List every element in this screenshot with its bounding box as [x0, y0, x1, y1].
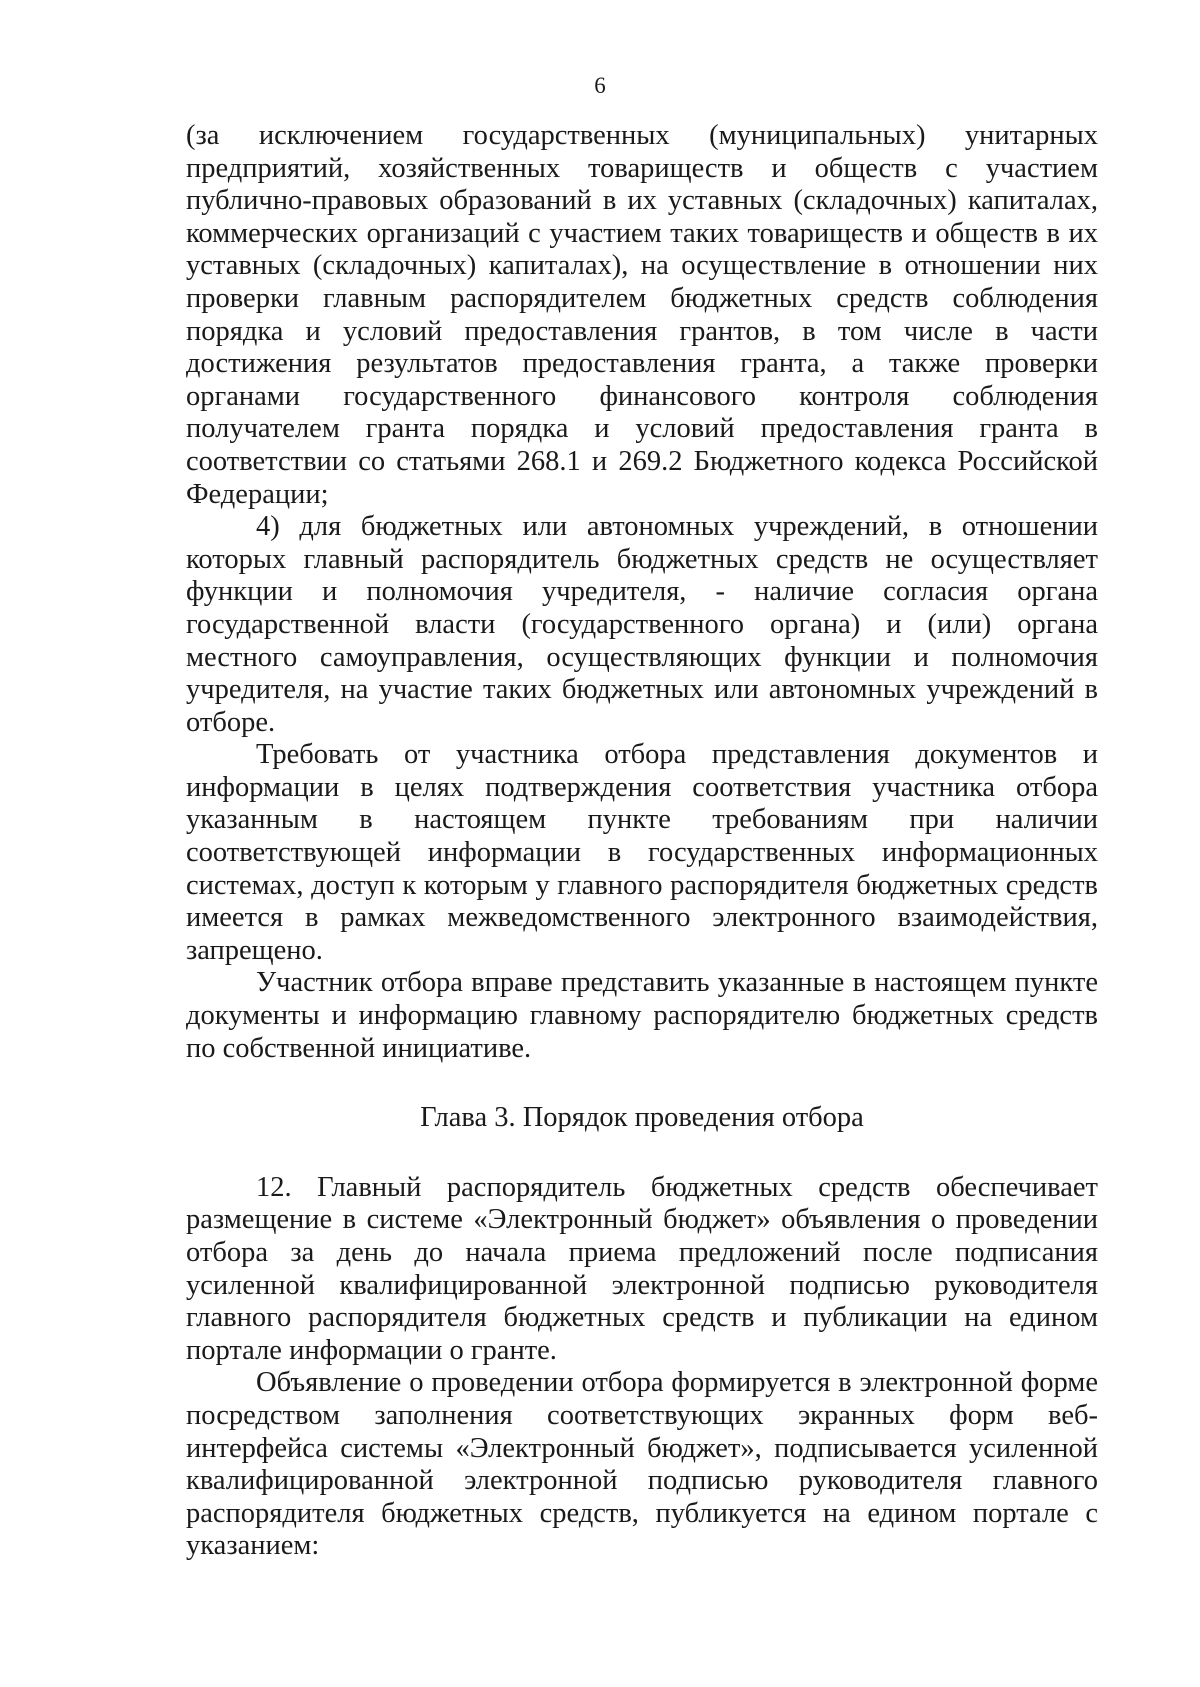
chapter-heading: Глава 3. Порядок проведения отбора	[420, 1102, 864, 1134]
paragraph-continuation: (за исключением государственных (муниципальных) унитарных предприятий, хозяйственных товариществ и обществ с участием публично-правовых образований в их уставных (складочных) капиталах, коммерческих организаций с участием таких товариществ и обществ в их уставных (складочных) капиталах), на осуществление в отношении них проверки главным распорядителем бюджетных средств соблюдения порядка и условий предоставления грантов, в том числе в части достижения результатов предоставления гранта, а также проверки органами государственного финансового контроля соблюдения получателем гранта порядка и условий предоставления гранта в соответствии со статьями 268.1 и 269.2 Бюджетного кодекса Российской Федерации;	[186, 120, 1098, 510]
paragraph-announcement: Объявление о проведении отбора формируется в электронной форме посредством заполнения соответствующих экранных форм веб-интерфейса системы «Электронный бюджет», подписывается усиленной квалифицированной электронной подписью руководителя главного распорядителя бюджетных средств, публикуется на едином портале с указанием:	[186, 1367, 1098, 1562]
page-number: 6	[594, 73, 606, 98]
document-body	[186, 120, 1098, 1563]
paragraph-prohibition: Требовать от участника отбора представления документов и информации в целях подтверждения соответствия участника отбора указанным в настоящем пункте требованиям при наличии соответствующей информации в государственных информационных системах, доступ к которым у главного распорядителя бюджетных средств имеется в рамках межведомственного электронного взаимодействия, запрещено.	[186, 739, 1098, 966]
paragraph-item-12: 12. Главный распорядитель бюджетных средств обеспечивает размещение в системе «Электронный бюджет» объявления о проведении отбора за день до начала приема предложений после подписания усиленной квалифицированной электронной подписью руководителя главного распорядителя бюджетных средств и публикации на едином портале информации о гранте.	[186, 1171, 1098, 1366]
paragraph-own-initiative: Участник отбора вправе представить указанные в настоящем пункте документы и информацию главному распорядителю бюджетных средств по собственной инициативе.	[186, 967, 1098, 1064]
paragraph-item-4: 4) для бюджетных или автономных учреждений, в отношении которых главный распорядитель бюджетных средств не осуществляет функции и полномочия учредителя, - наличие согласия органа государственной власти (государственного органа) и (или) органа местного самоуправления, осуществляющих функции и полномочия учредителя, на участие таких бюджетных или автономных учреждений в отборе.	[186, 511, 1098, 738]
